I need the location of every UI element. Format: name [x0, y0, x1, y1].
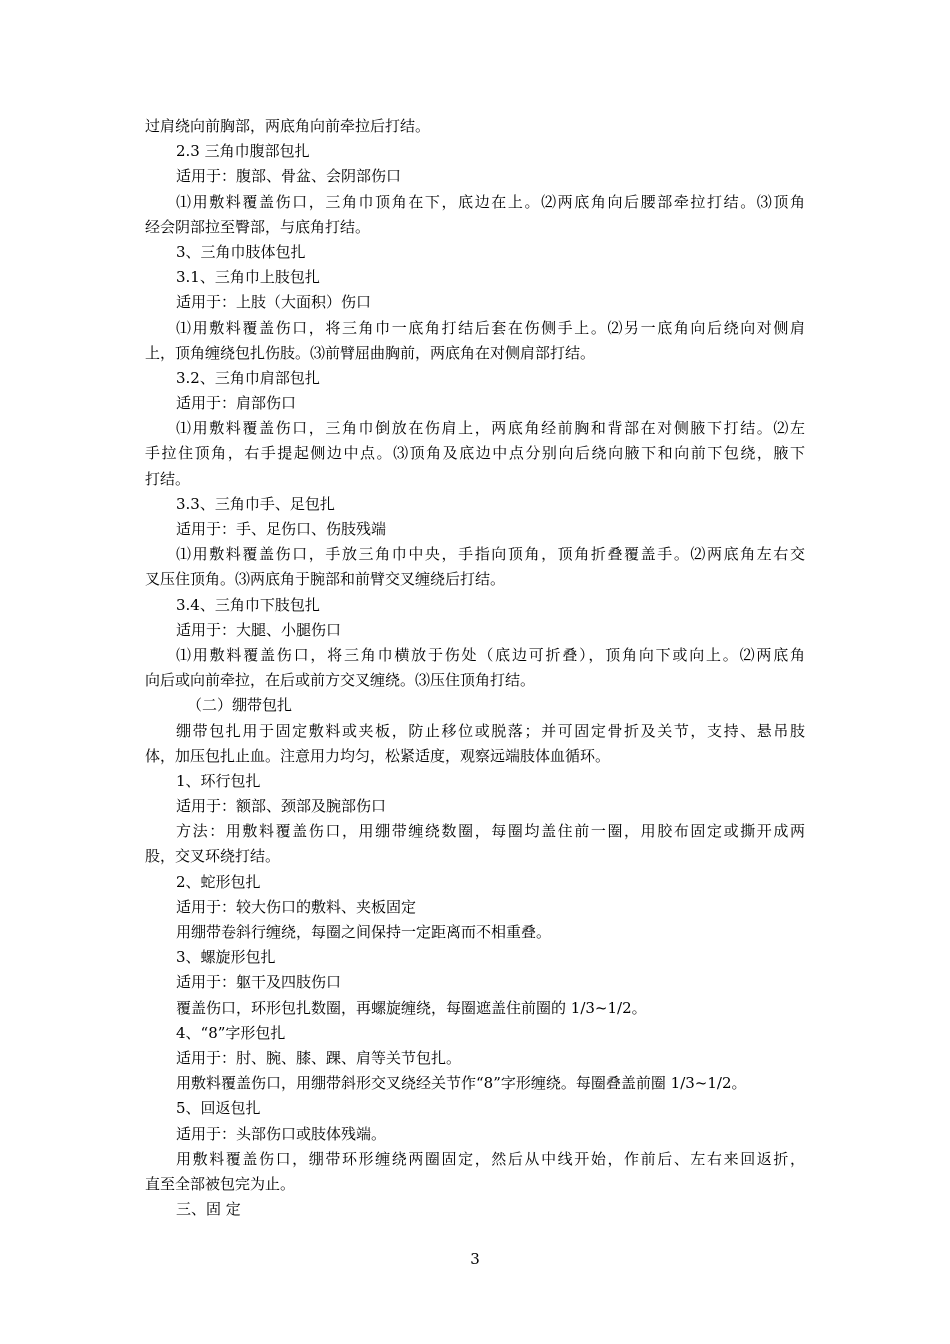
text-line: 3.2、三角巾肩部包扎: [176, 368, 320, 387]
text-line: 3、三角巾肢体包扎: [176, 242, 306, 261]
text-line: 适用于：头部伤口或肢体残端。: [176, 1124, 387, 1143]
text-line: ⑴用敷料覆盖伤口，三角巾顶角在下，底边在上。⑵两底角向后腰部牵拉打结。⑶顶角: [176, 192, 805, 211]
text-line: 打结。: [145, 469, 191, 488]
text-line: 2、蛇形包扎: [176, 872, 261, 891]
text-line: 3.4、三角巾下肢包扎: [176, 595, 320, 614]
text-line: 2.3 三角巾腹部包扎: [176, 142, 310, 161]
text-line: 叉压住顶角。⑶两底角于腕部和前臂交叉缠绕后打结。: [145, 570, 506, 589]
text-line: 上，顶角缠绕包扎伤肢。⑶前臂屈曲胸前，两底角在对侧肩部打结。: [145, 343, 596, 362]
text-line: 3.3、三角巾手、足包扎: [176, 494, 335, 513]
text-line: 股，交叉环绕打结。: [145, 847, 281, 866]
text-line: 5、回返包扎: [176, 1099, 261, 1118]
text-line: 1、环行包扎: [176, 771, 261, 790]
text-line: ⑴用敷料覆盖伤口，手放三角巾中央，手指向顶角，顶角折叠覆盖手。⑵两底角左右交: [176, 545, 805, 564]
text-line: 方法：用敷料覆盖伤口，用绷带缠绕数圈，每圈均盖住前一圈，用胶布固定或撕开成两: [176, 822, 805, 841]
text-line: 适用于：上肢（大面积）伤口: [176, 293, 372, 312]
text-line: 覆盖伤口，环形包扎数圈，再螺旋缠绕，每圈遮盖住前圈的 1/3~1/2。: [176, 998, 647, 1017]
text-line: ⑴用敷料覆盖伤口，将三角巾横放于伤处（底边可折叠），顶角向下或向上。⑵两底角: [176, 645, 805, 664]
text-line: 体，加压包扎止血。注意用力均匀，松紧适度，观察远端肢体血循环。: [145, 746, 611, 765]
text-line: 适用于：腹部、骨盆、会阴部伤口: [176, 167, 402, 186]
text-line: 手拉住顶角，右手提起侧边中点。⑶顶角及底边中点分别向后绕向腋下和向前下包绕，腋下: [145, 444, 805, 463]
text-line: 过肩绕向前胸部，两底角向前牵拉后打结。: [145, 117, 431, 135]
text-line: 适用于：手、足伤口、伤肢残端: [176, 520, 387, 538]
text-line: 用敷料覆盖伤口，用绷带斜形交叉绕经关节作“8”字形缠绕。每圈叠盖前圈 1/3~1/2。: [176, 1074, 747, 1093]
text-line: 绷带包扎用于固定敷料或夹板，防止移位或脱落；并可固定骨折及关节，支持、悬吊肢: [176, 721, 805, 740]
text-line: 适用于：肩部伤口: [176, 394, 297, 413]
text-line: 4、“8”字形包扎: [176, 1023, 286, 1042]
text-line: 适用于：肘、腕、膝、踝、肩等关节包扎。: [176, 1048, 462, 1067]
text-line: 3.1、三角巾上肢包扎: [176, 268, 320, 287]
text-line: 经会阴部拉至臀部，与底角打结。: [145, 217, 371, 236]
text-line: ⑴用敷料覆盖伤口，将三角巾一底角打结后套在伤侧手上。⑵另一底角向后绕向对侧肩: [176, 318, 805, 337]
text-line: 用绷带卷斜行缠绕，每圈之间保持一定距离而不相重叠。: [176, 923, 552, 941]
text-line: 三、固 定: [176, 1200, 241, 1219]
text-line: 用敷料覆盖伤口，绷带环形缠绕两圈固定，然后从中线开始，作前后、左右来回返折，: [176, 1149, 805, 1168]
text-line: 适用于：躯干及四肢伤口: [176, 973, 342, 992]
page-number: 3: [470, 1250, 480, 1268]
text-line: 直至全部被包完为止。: [145, 1174, 296, 1193]
text-line: 适用于：较大伤口的敷料、夹板固定: [176, 897, 417, 916]
text-line: 向后或向前牵拉，在后或前方交叉缠绕。⑶压住顶角打结。: [145, 671, 536, 690]
text-line: （二）绷带包扎: [187, 696, 293, 715]
document-body: [145, 114, 805, 1222]
text-line: 适用于：额部、颈部及腕部伤口: [176, 797, 387, 816]
text-line: 适用于：大腿、小腿伤口: [176, 620, 342, 639]
text-line: ⑴用敷料覆盖伤口，三角巾倒放在伤肩上，两底角经前胸和背部在对侧腋下打结。⑵左: [176, 419, 805, 438]
text-line: 3、螺旋形包扎: [176, 948, 276, 967]
